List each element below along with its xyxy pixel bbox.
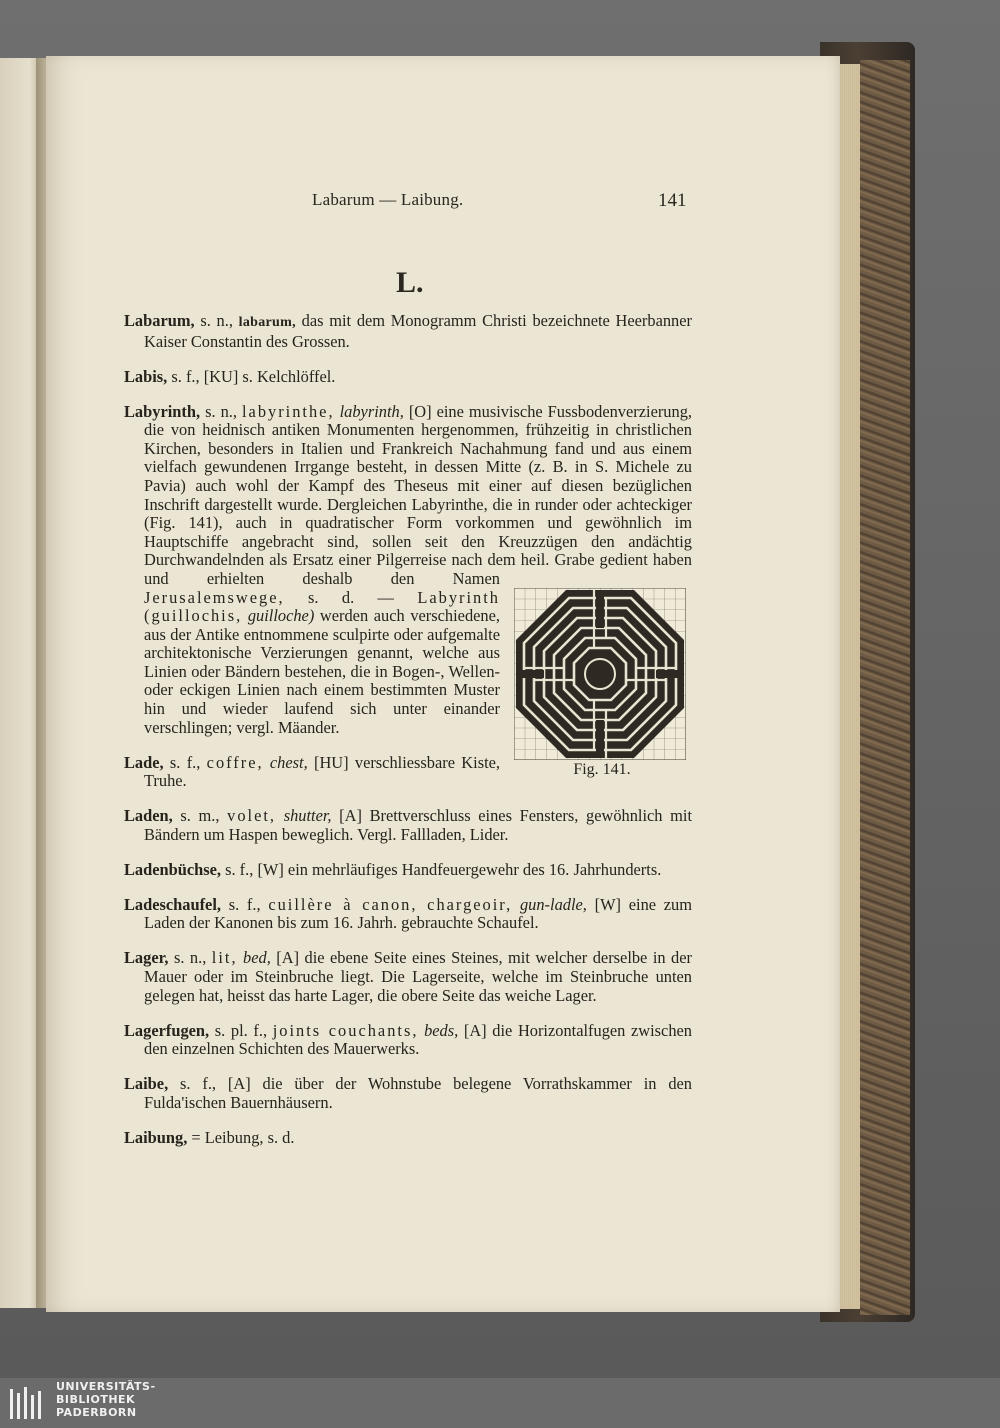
figure-141 xyxy=(514,588,690,780)
entry-ladeschaufel: Ladeschaufel, s. f., cuillère à canon, chargeoir, gun-ladle, [W] eine zum Laden der Kanonen bis zum 16. Jahrh. gebrauchte Schaufel. xyxy=(124,894,693,933)
headword: Laibe, xyxy=(124,1074,169,1094)
entry-labis: Labis, s. f., [KU] s. Kelchlöffel. xyxy=(124,366,336,386)
headword: Laibung, xyxy=(124,1127,188,1147)
english-term: bed, xyxy=(243,948,271,968)
headword: Labarum, xyxy=(124,311,195,330)
french-term: lit, xyxy=(211,948,238,968)
page-edges xyxy=(838,64,860,1309)
english-term: chest, xyxy=(269,752,308,772)
headword: Ladenbüchse, xyxy=(124,859,222,879)
dictionary-text xyxy=(124,312,692,1150)
spaced-term: Labyrinth xyxy=(417,587,500,607)
entry-laibung: Laibung, = Leibung, s. d. xyxy=(124,1127,295,1147)
entry-laibe: Laibe, s. f., [A] die über der Wohnstube belegene Vorrathskammer in den Fulda'ischen Bauernhäusern. xyxy=(124,1074,692,1112)
french-term: labarum, xyxy=(238,315,296,330)
headword: Lagerfugen, xyxy=(124,1020,210,1040)
french-term: joints couchants, xyxy=(272,1020,419,1040)
french-term: labyrinthe, xyxy=(242,401,335,421)
running-title: Labarum — Laibung. xyxy=(312,190,464,209)
english-term: labyrinth, xyxy=(339,401,404,421)
entry-ladenbuechse: Ladenbüchse, s. f., [W] ein mehrläufiges Handfeuergewehr des 16. Jahrhunderts. xyxy=(124,859,662,879)
headword: Ladeschaufel, xyxy=(124,894,221,914)
library-name-line: BIBLIOTHEK xyxy=(56,1393,136,1406)
library-name-line: UNIVERSITÄTS- xyxy=(56,1380,156,1393)
library-logo-icon xyxy=(8,1383,48,1423)
entry-lade: Lade, s. f., coffre, chest, [HU] verschliessbare Kiste, Truhe. xyxy=(124,752,500,791)
entry-lagerfugen: Lagerfugen, s. pl. f., joints couchants, beds, [A] die Horizontalfugen zwischen den einzelnen Schichten des Mauerwerks. xyxy=(124,1020,692,1059)
english-term: gun-ladle, xyxy=(519,894,587,914)
entry-labarum: Labarum, s. n., labarum, das mit dem Monogramm Christi bezeichnete Heerbanner Kaiser Constantin des Grossen. xyxy=(124,311,692,351)
french-term: cuillère à canon, chargeoir, xyxy=(268,894,513,914)
entry-labyrinth: Labyrinth, s. n., labyrinthe, labyrinth, [O] eine musivische Fussbodenverzierung, die von heidnisch antiken Monumenten hergenommen, frühzeitig in christlichen Kirchen, besonders in Italien und Frankreich Nachahmung fand und aus einem vielfach gewundenen Irrgange besteht, in dessen Mitte (z. B. in S. Michele zu Pavia) auch wohl der Kampf des Theseus mit einer auf diesen bezüglichen Inschrift dargestellt wurde. Dergleichen Labyrinthe, die in runder oder achteckiger (Fig. 141), auch in quadratischer Form vorkommen und gewöhnlich im Hauptschiffe angebracht sind, sollen seit den Kreuzzügen den andächtig Durchwandelnden als Ersatz einer Pilgerreise nach dem heil. Grabe gedient haben und erhielten deshalb den Namen Fig. 141. Jerusalemswege, s. d. — Labyrinth (guillochis, guilloche) werden auch verschiedene, aus der Antike entnommene sculpirte oder aufgemalte architektonische Verzierungen genannt, welche aus Linien oder Bändern bestehen, die in Bogen-, Wellen- oder eckigen Linien nach einem bestimmten Muster hin und wieder laufend sich unter einander verschlingen; vergl. Mäander. xyxy=(124,401,692,778)
french-term: (guillochis, xyxy=(144,606,243,626)
headword: Laden, xyxy=(124,806,173,826)
labyrinth-figure xyxy=(514,588,686,760)
headword: Lager, xyxy=(124,948,169,968)
library-name xyxy=(56,1380,176,1419)
english-term: guilloche) xyxy=(247,606,315,626)
english-term: shutter, xyxy=(283,806,332,826)
headword: Labis, xyxy=(124,366,168,386)
headword: Lade, xyxy=(124,752,164,772)
headword: Labyrinth, xyxy=(124,401,201,421)
figure-caption: Fig. 141. xyxy=(573,760,631,778)
library-name-line: PADERBORN xyxy=(56,1406,137,1419)
entry-laden: Laden, s. m., volet, shutter, [A] Brettverschluss eines Fensters, gewöhnlich mit Bändern um Haspen beweglich. Vergl. Fallladen, Lider. xyxy=(124,806,692,844)
book-cover-edge xyxy=(860,60,910,1315)
french-term: coffre, xyxy=(206,752,264,772)
page-number: 141 xyxy=(658,190,687,211)
section-letter: L. xyxy=(396,266,424,299)
english-term: beds, xyxy=(424,1020,459,1040)
entry-lager: Lager, s. n., lit, bed, [A] die ebene Seite eines Steines, mit welcher derselbe in der Mauer oder im Steinbruche liegt. Die Lagerseite, welche im Steinbruche unten gelegen hat, heisst das harte Lager, die obere Seite das weiche Lager. xyxy=(124,948,692,1005)
french-term: volet, xyxy=(227,806,277,826)
spaced-term: Jerusalemswege, xyxy=(144,587,285,607)
